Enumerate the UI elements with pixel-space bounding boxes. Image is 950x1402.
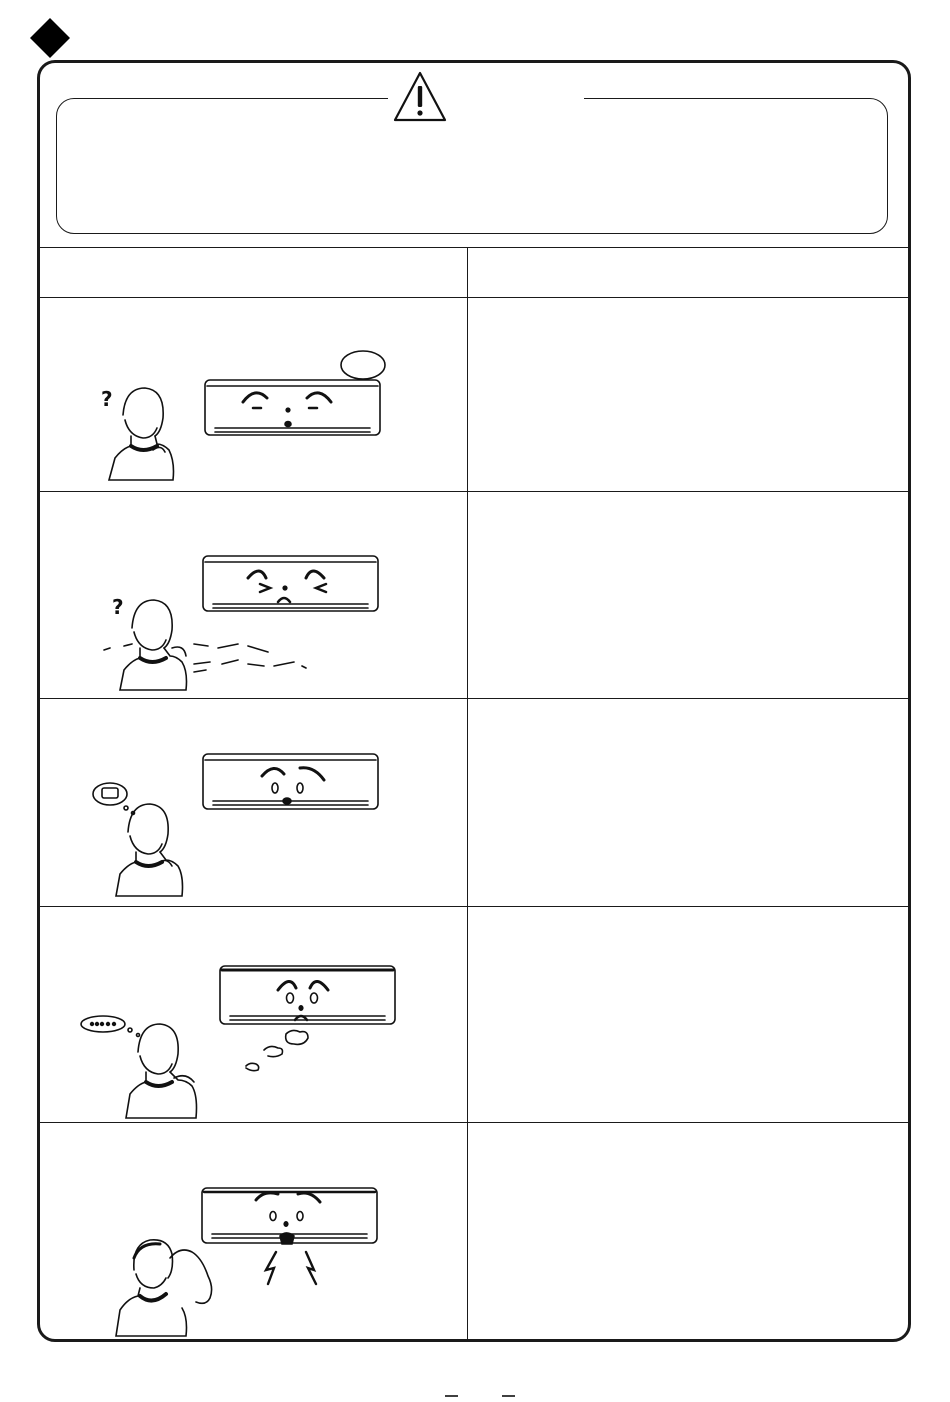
thought-bubble-icon <box>93 783 127 805</box>
woman-confused-unit-indicator-illustration <box>95 340 395 485</box>
diamond-icon <box>28 16 72 60</box>
lightning-icon <box>306 1252 316 1284</box>
question-mark-icon: ? <box>101 387 113 411</box>
table-header-bottom-line <box>39 297 909 298</box>
row-divider <box>39 906 909 907</box>
indicator-bubble-icon <box>341 351 385 379</box>
row-divider <box>39 491 909 492</box>
row-divider <box>39 698 909 699</box>
notice-box <box>56 98 888 234</box>
column-divider <box>467 247 468 1340</box>
woman-thinking-unit-water-illustration <box>88 748 388 898</box>
warning-triangle-icon <box>392 70 448 124</box>
question-mark-icon: ? <box>112 595 124 619</box>
lightning-icon <box>266 1252 276 1284</box>
troubleshooting-table-frame <box>37 60 911 1342</box>
woman-thinking-unit-vapor-illustration <box>78 960 408 1120</box>
man-hearing-unit-noise-illustration <box>110 1180 390 1340</box>
page-number-marker <box>440 1393 520 1399</box>
row-divider <box>39 1122 909 1123</box>
table-header-top-line <box>39 247 909 248</box>
woman-confused-unit-airflow-illustration <box>98 548 388 693</box>
